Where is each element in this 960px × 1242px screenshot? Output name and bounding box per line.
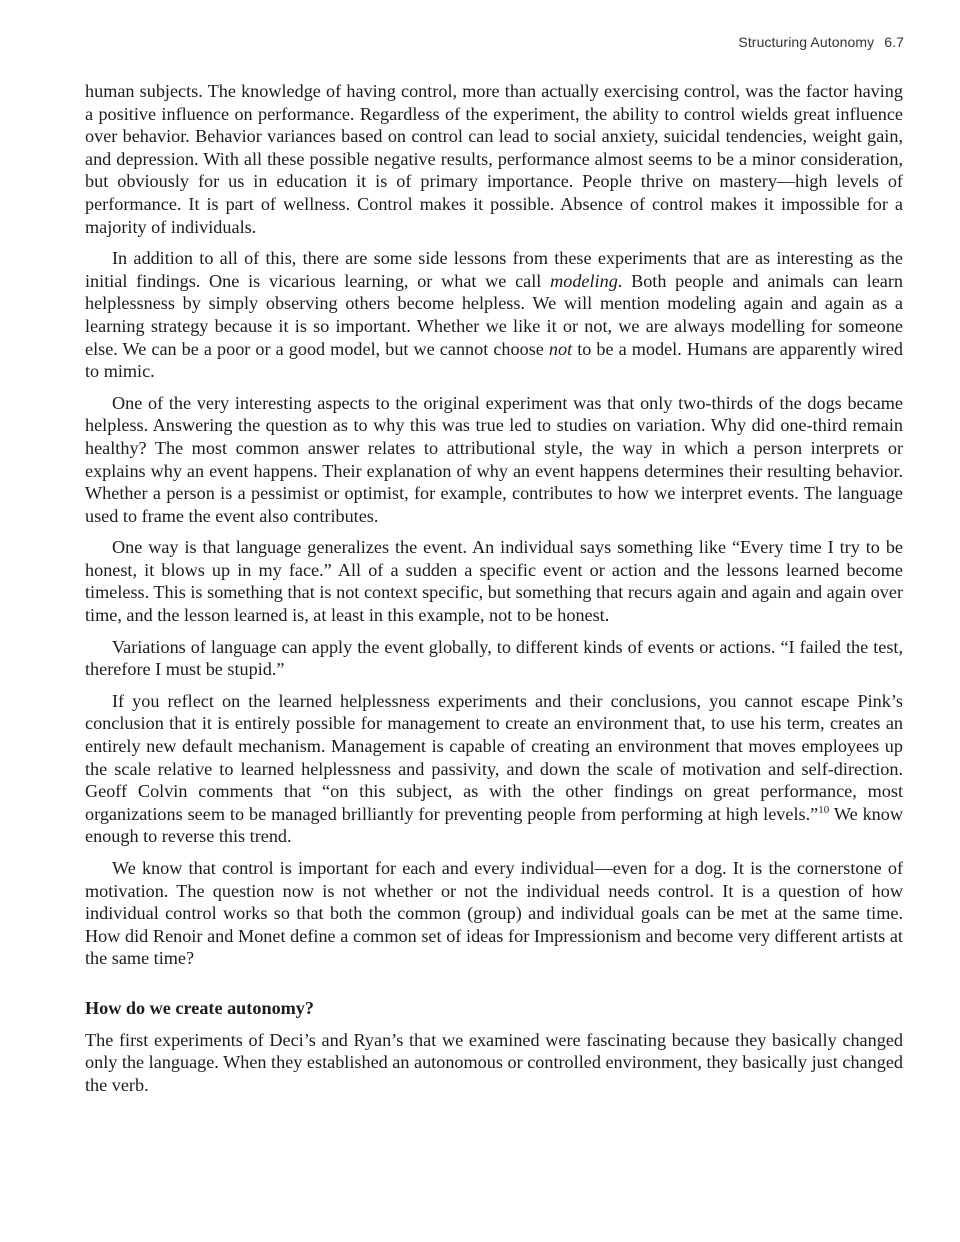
paragraph-text: to be a model. Humans are apparently wired to mimic. xyxy=(85,338,903,382)
paragraph-text: . Both people and animals can learn helplessness by simply observing others become helpless. We will mention modeling again and again as a learning strategy because it is so important. Whether we like it or not, we are always modelling for someone else. We can be a poor or a good model, but we cannot choose xyxy=(85,270,903,359)
paragraph-text: We know enough to reverse this trend. xyxy=(85,803,904,847)
paragraph-variation: One of the very interesting aspects to the original experiment was that only two-thirds of the dogs became helpless. Answering the question as to why this was true led to studies on variation. Why did one-third remain healthy? The most common answer relates to attributional style, the way in which a person interprets or explains why an event happens. Their explanation of why an event happens determines their resulting behavior. Whether a person is a pessimist or optimist, for example, contributes to how we interpret events. The language used to frame the event also contributes. xyxy=(85,392,903,526)
paragraph-global-language: Variations of language can apply the event globally, to different kinds of events or actions. “I failed the test, therefore I must be stupid.” xyxy=(85,636,903,680)
section-heading: How do we create autonomy? xyxy=(85,997,314,1018)
running-title: Structuring Autonomy xyxy=(738,34,875,50)
paragraph-text: If you reflect on the learned helplessness experiments and their conclusions, you cannot escape Pink’s conclusion that it is entirely possible for management to create an environment that, to use his term, creates an entirely new default mechanism. Management is capable of creating an environment that moves employees up the scale relative to learned helplessness and passivity, and down the scale of motivation and self-direction. Geoff Colvin comments that “on this subject, as with the other findings on great performance, most organizations seem to be managed brilliantly for preventing people from performing at high levels.” xyxy=(85,690,903,824)
page-body xyxy=(85,80,903,1105)
paragraph-deci-ryan: The first experiments of Deci’s and Ryan’s that we examined were fascinating because they basically changed only the language. When they established an autonomous or controlled environment, they basically just changed the verb. xyxy=(85,1029,903,1095)
paragraph-management xyxy=(85,690,903,848)
running-head xyxy=(738,34,904,50)
emphasis-modeling: modeling xyxy=(550,270,618,291)
paragraph-text: In addition to all of this, there are some side lessons from these experiments that are as interesting as the initial findings. One is vicarious learning, or what we call xyxy=(85,248,903,291)
footnote-reference: 10 xyxy=(818,803,830,816)
paragraph-modeling xyxy=(85,247,903,383)
emphasis-not: not xyxy=(548,338,573,359)
paragraph-cornerstone: We know that control is important for each and every individual—even for a dog. It is the cornerstone of motivation. The question now is not whether or not the individual needs control. It is a question of how individual control works so that both the common (group) and individual goals can be met at the same time. How did Renoir and Monet define a common set of ideas for Impressionism and become very different artists at the same time? xyxy=(85,858,903,969)
page-number: 6.7 xyxy=(884,34,904,50)
paragraph-control-influence: human subjects. The knowledge of having control, more than actually exercising control, was the factor having a positive influence on performance. Regardless of the experiment, the ability to control wields great influence over behavior. Behavior variances based on control can lead to social anxiety, suicidal tendencies, weight gain, and depression. With all these possible negative results, performance almost seems to be a minor consideration, but obviously for us in education it is of primary importance. People thrive on mastery—high levels of performance. It is part of wellness. Control makes it possible. Absence of control makes it impossible for a majority of individuals. xyxy=(85,81,903,237)
paragraph-generalization: One way is that language generalizes the event. An individual says something like “Every time I try to be honest, it blows up in my face.” All of a sudden a specific event or action and the lessons learned become timeless. This is something that is not context specific, but something that recurs again and again and again over time, and the lesson learned is, at least in this example, not to be honest. xyxy=(85,537,903,626)
